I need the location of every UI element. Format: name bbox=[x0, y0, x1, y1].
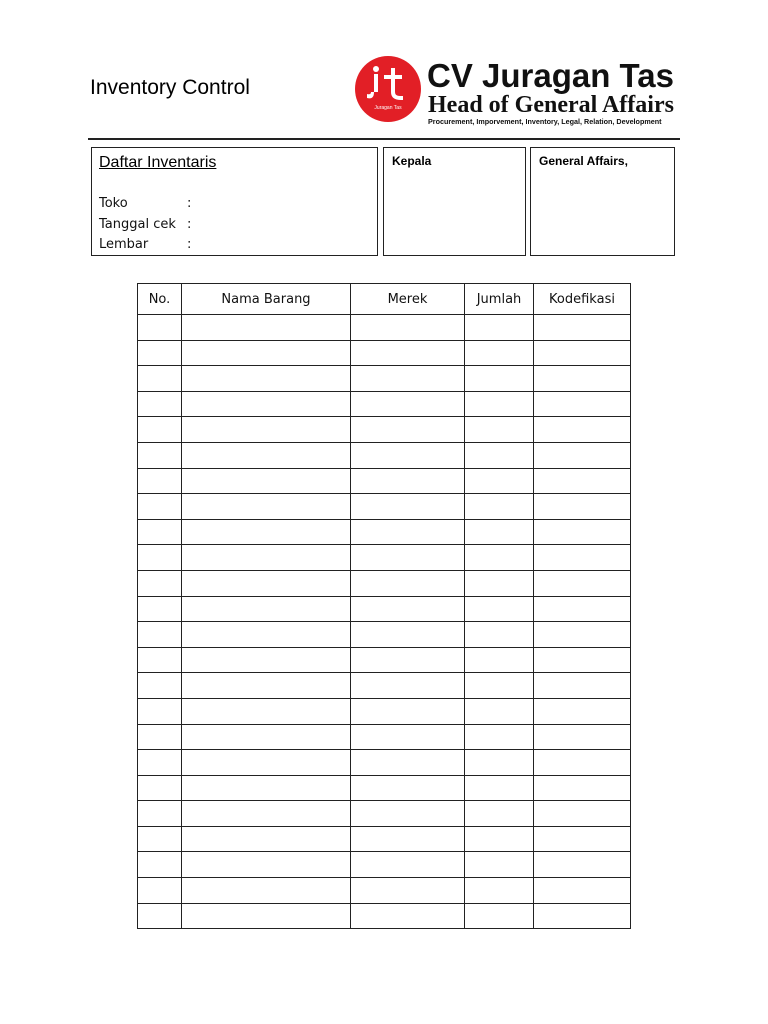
table-cell bbox=[138, 315, 182, 341]
table-row bbox=[138, 494, 631, 520]
table-row bbox=[138, 698, 631, 724]
table-cell bbox=[138, 596, 182, 622]
table-cell bbox=[138, 622, 182, 648]
table-cell bbox=[534, 622, 631, 648]
signature-box-kepala bbox=[383, 147, 526, 256]
table-cell bbox=[534, 750, 631, 776]
column-header-nama-barang: Nama Barang bbox=[182, 284, 351, 315]
table-row bbox=[138, 724, 631, 750]
table-cell bbox=[465, 340, 534, 366]
table-cell bbox=[182, 903, 351, 929]
table-row bbox=[138, 468, 631, 494]
column-header-jumlah: Jumlah bbox=[465, 284, 534, 315]
table-cell bbox=[138, 570, 182, 596]
table-row bbox=[138, 878, 631, 904]
table-cell bbox=[465, 775, 534, 801]
table-row bbox=[138, 366, 631, 392]
field-label: Toko bbox=[99, 196, 128, 211]
table-cell bbox=[534, 698, 631, 724]
table-cell bbox=[182, 673, 351, 699]
signature-box-general-affairs bbox=[530, 147, 675, 256]
table-cell bbox=[138, 878, 182, 904]
page-title: Inventory Control bbox=[90, 76, 250, 99]
table-cell bbox=[138, 673, 182, 699]
table-cell bbox=[182, 826, 351, 852]
table-cell bbox=[351, 596, 465, 622]
table-cell bbox=[351, 878, 465, 904]
table-cell bbox=[534, 903, 631, 929]
table-cell bbox=[465, 724, 534, 750]
table-cell bbox=[465, 622, 534, 648]
table-cell bbox=[534, 391, 631, 417]
signature-label-kepala: Kepala bbox=[392, 154, 432, 168]
table-cell bbox=[534, 801, 631, 827]
logo-caption: Juragan Tas bbox=[374, 105, 402, 111]
table-cell bbox=[534, 315, 631, 341]
table-cell bbox=[351, 315, 465, 341]
table-cell bbox=[465, 750, 534, 776]
table-cell bbox=[138, 750, 182, 776]
field-label: Lembar bbox=[99, 237, 149, 252]
table-row bbox=[138, 442, 631, 468]
table-body bbox=[138, 315, 631, 929]
table-cell bbox=[534, 494, 631, 520]
table-row bbox=[138, 519, 631, 545]
field-label: Tanggal cek bbox=[99, 217, 176, 232]
table-row bbox=[138, 391, 631, 417]
table-cell bbox=[182, 340, 351, 366]
table-cell bbox=[534, 647, 631, 673]
table-cell bbox=[138, 775, 182, 801]
table-cell bbox=[351, 826, 465, 852]
table-row bbox=[138, 852, 631, 878]
table-row bbox=[138, 340, 631, 366]
table-row bbox=[138, 417, 631, 443]
table-cell bbox=[351, 724, 465, 750]
table-cell bbox=[351, 340, 465, 366]
table-row bbox=[138, 570, 631, 596]
table-cell bbox=[138, 826, 182, 852]
table-cell bbox=[351, 903, 465, 929]
table-cell bbox=[182, 545, 351, 571]
table-cell bbox=[465, 647, 534, 673]
table-cell bbox=[465, 826, 534, 852]
table-cell bbox=[182, 315, 351, 341]
table-cell bbox=[138, 519, 182, 545]
jt-monogram-icon bbox=[365, 64, 411, 104]
field-toko bbox=[99, 196, 191, 211]
table-cell bbox=[465, 391, 534, 417]
table-cell bbox=[534, 775, 631, 801]
table-cell bbox=[351, 647, 465, 673]
table-cell bbox=[351, 417, 465, 443]
table-cell bbox=[351, 442, 465, 468]
table-cell bbox=[182, 570, 351, 596]
table-cell bbox=[182, 417, 351, 443]
table-cell bbox=[351, 391, 465, 417]
signature-label-general-affairs: General Affairs, bbox=[539, 154, 628, 168]
field-separator: : bbox=[187, 196, 192, 211]
table-cell bbox=[465, 698, 534, 724]
table-cell bbox=[534, 852, 631, 878]
table-cell bbox=[182, 519, 351, 545]
table-cell bbox=[138, 801, 182, 827]
table-cell bbox=[465, 801, 534, 827]
table-cell bbox=[534, 724, 631, 750]
table-cell bbox=[534, 545, 631, 571]
table-cell bbox=[465, 366, 534, 392]
table-cell bbox=[182, 801, 351, 827]
table-cell bbox=[182, 468, 351, 494]
inventory-table bbox=[137, 283, 631, 929]
table-cell bbox=[465, 596, 534, 622]
table-cell bbox=[534, 570, 631, 596]
field-separator: : bbox=[187, 237, 192, 252]
table-cell bbox=[138, 468, 182, 494]
table-cell bbox=[182, 442, 351, 468]
table-cell bbox=[351, 775, 465, 801]
table-cell bbox=[534, 596, 631, 622]
table-cell bbox=[534, 468, 631, 494]
table-cell bbox=[465, 315, 534, 341]
table-row bbox=[138, 545, 631, 571]
table-cell bbox=[182, 622, 351, 648]
table-cell bbox=[138, 724, 182, 750]
table-row bbox=[138, 801, 631, 827]
table-cell bbox=[465, 468, 534, 494]
table-cell bbox=[138, 417, 182, 443]
field-tanggal-cek bbox=[99, 217, 191, 232]
table-cell bbox=[138, 903, 182, 929]
table-cell bbox=[534, 366, 631, 392]
table-cell bbox=[534, 673, 631, 699]
table-cell bbox=[182, 750, 351, 776]
table-cell bbox=[465, 852, 534, 878]
table-cell bbox=[182, 698, 351, 724]
table-header-row bbox=[138, 284, 631, 315]
table-cell bbox=[351, 673, 465, 699]
table-cell bbox=[465, 570, 534, 596]
inventory-info-box bbox=[91, 147, 378, 256]
field-lembar bbox=[99, 237, 191, 252]
table-cell bbox=[534, 519, 631, 545]
table-cell bbox=[351, 750, 465, 776]
table-cell bbox=[138, 494, 182, 520]
table-row bbox=[138, 315, 631, 341]
table-cell bbox=[534, 826, 631, 852]
table-cell bbox=[351, 622, 465, 648]
table-row bbox=[138, 622, 631, 648]
department-name: Head of General Affairs bbox=[428, 92, 674, 118]
company-name: CV Juragan Tas bbox=[427, 57, 674, 94]
table-cell bbox=[351, 468, 465, 494]
table-cell bbox=[351, 570, 465, 596]
table-cell bbox=[465, 417, 534, 443]
info-box-heading: Daftar Inventaris bbox=[99, 154, 217, 171]
logo-badge bbox=[355, 56, 421, 122]
table-cell bbox=[534, 878, 631, 904]
table-cell bbox=[138, 340, 182, 366]
table-cell bbox=[465, 903, 534, 929]
table-row bbox=[138, 826, 631, 852]
company-tagline: Procurement, Imporvement, Inventory, Legal, Relation, Development bbox=[428, 117, 662, 126]
field-separator: : bbox=[187, 217, 192, 232]
table-cell bbox=[465, 878, 534, 904]
company-logo bbox=[355, 56, 685, 128]
header-divider bbox=[88, 138, 680, 140]
table-cell bbox=[465, 545, 534, 571]
table-cell bbox=[534, 442, 631, 468]
column-header-kodefikasi: Kodefikasi bbox=[534, 284, 631, 315]
table-cell bbox=[182, 596, 351, 622]
table-cell bbox=[351, 545, 465, 571]
table-cell bbox=[138, 442, 182, 468]
table-cell bbox=[182, 852, 351, 878]
table-row bbox=[138, 750, 631, 776]
table-cell bbox=[465, 442, 534, 468]
table-cell bbox=[351, 519, 465, 545]
table-cell bbox=[138, 366, 182, 392]
table-cell bbox=[182, 724, 351, 750]
table-cell bbox=[182, 494, 351, 520]
table-cell bbox=[138, 852, 182, 878]
table-cell bbox=[182, 391, 351, 417]
table-row bbox=[138, 775, 631, 801]
table-row bbox=[138, 673, 631, 699]
table-cell bbox=[182, 647, 351, 673]
column-header-no: No. bbox=[138, 284, 182, 315]
table-cell bbox=[534, 340, 631, 366]
table-cell bbox=[351, 366, 465, 392]
table-cell bbox=[351, 801, 465, 827]
table-cell bbox=[138, 698, 182, 724]
table-cell bbox=[465, 494, 534, 520]
table-row bbox=[138, 596, 631, 622]
table-cell bbox=[351, 698, 465, 724]
table-cell bbox=[138, 391, 182, 417]
table-cell bbox=[465, 519, 534, 545]
table-cell bbox=[138, 545, 182, 571]
table-cell bbox=[351, 852, 465, 878]
table-cell bbox=[351, 494, 465, 520]
table-cell bbox=[182, 775, 351, 801]
table-cell bbox=[534, 417, 631, 443]
table-cell bbox=[465, 673, 534, 699]
table-cell bbox=[138, 647, 182, 673]
table-row bbox=[138, 647, 631, 673]
table-row bbox=[138, 903, 631, 929]
table-cell bbox=[182, 366, 351, 392]
table-cell bbox=[182, 878, 351, 904]
column-header-merek: Merek bbox=[351, 284, 465, 315]
